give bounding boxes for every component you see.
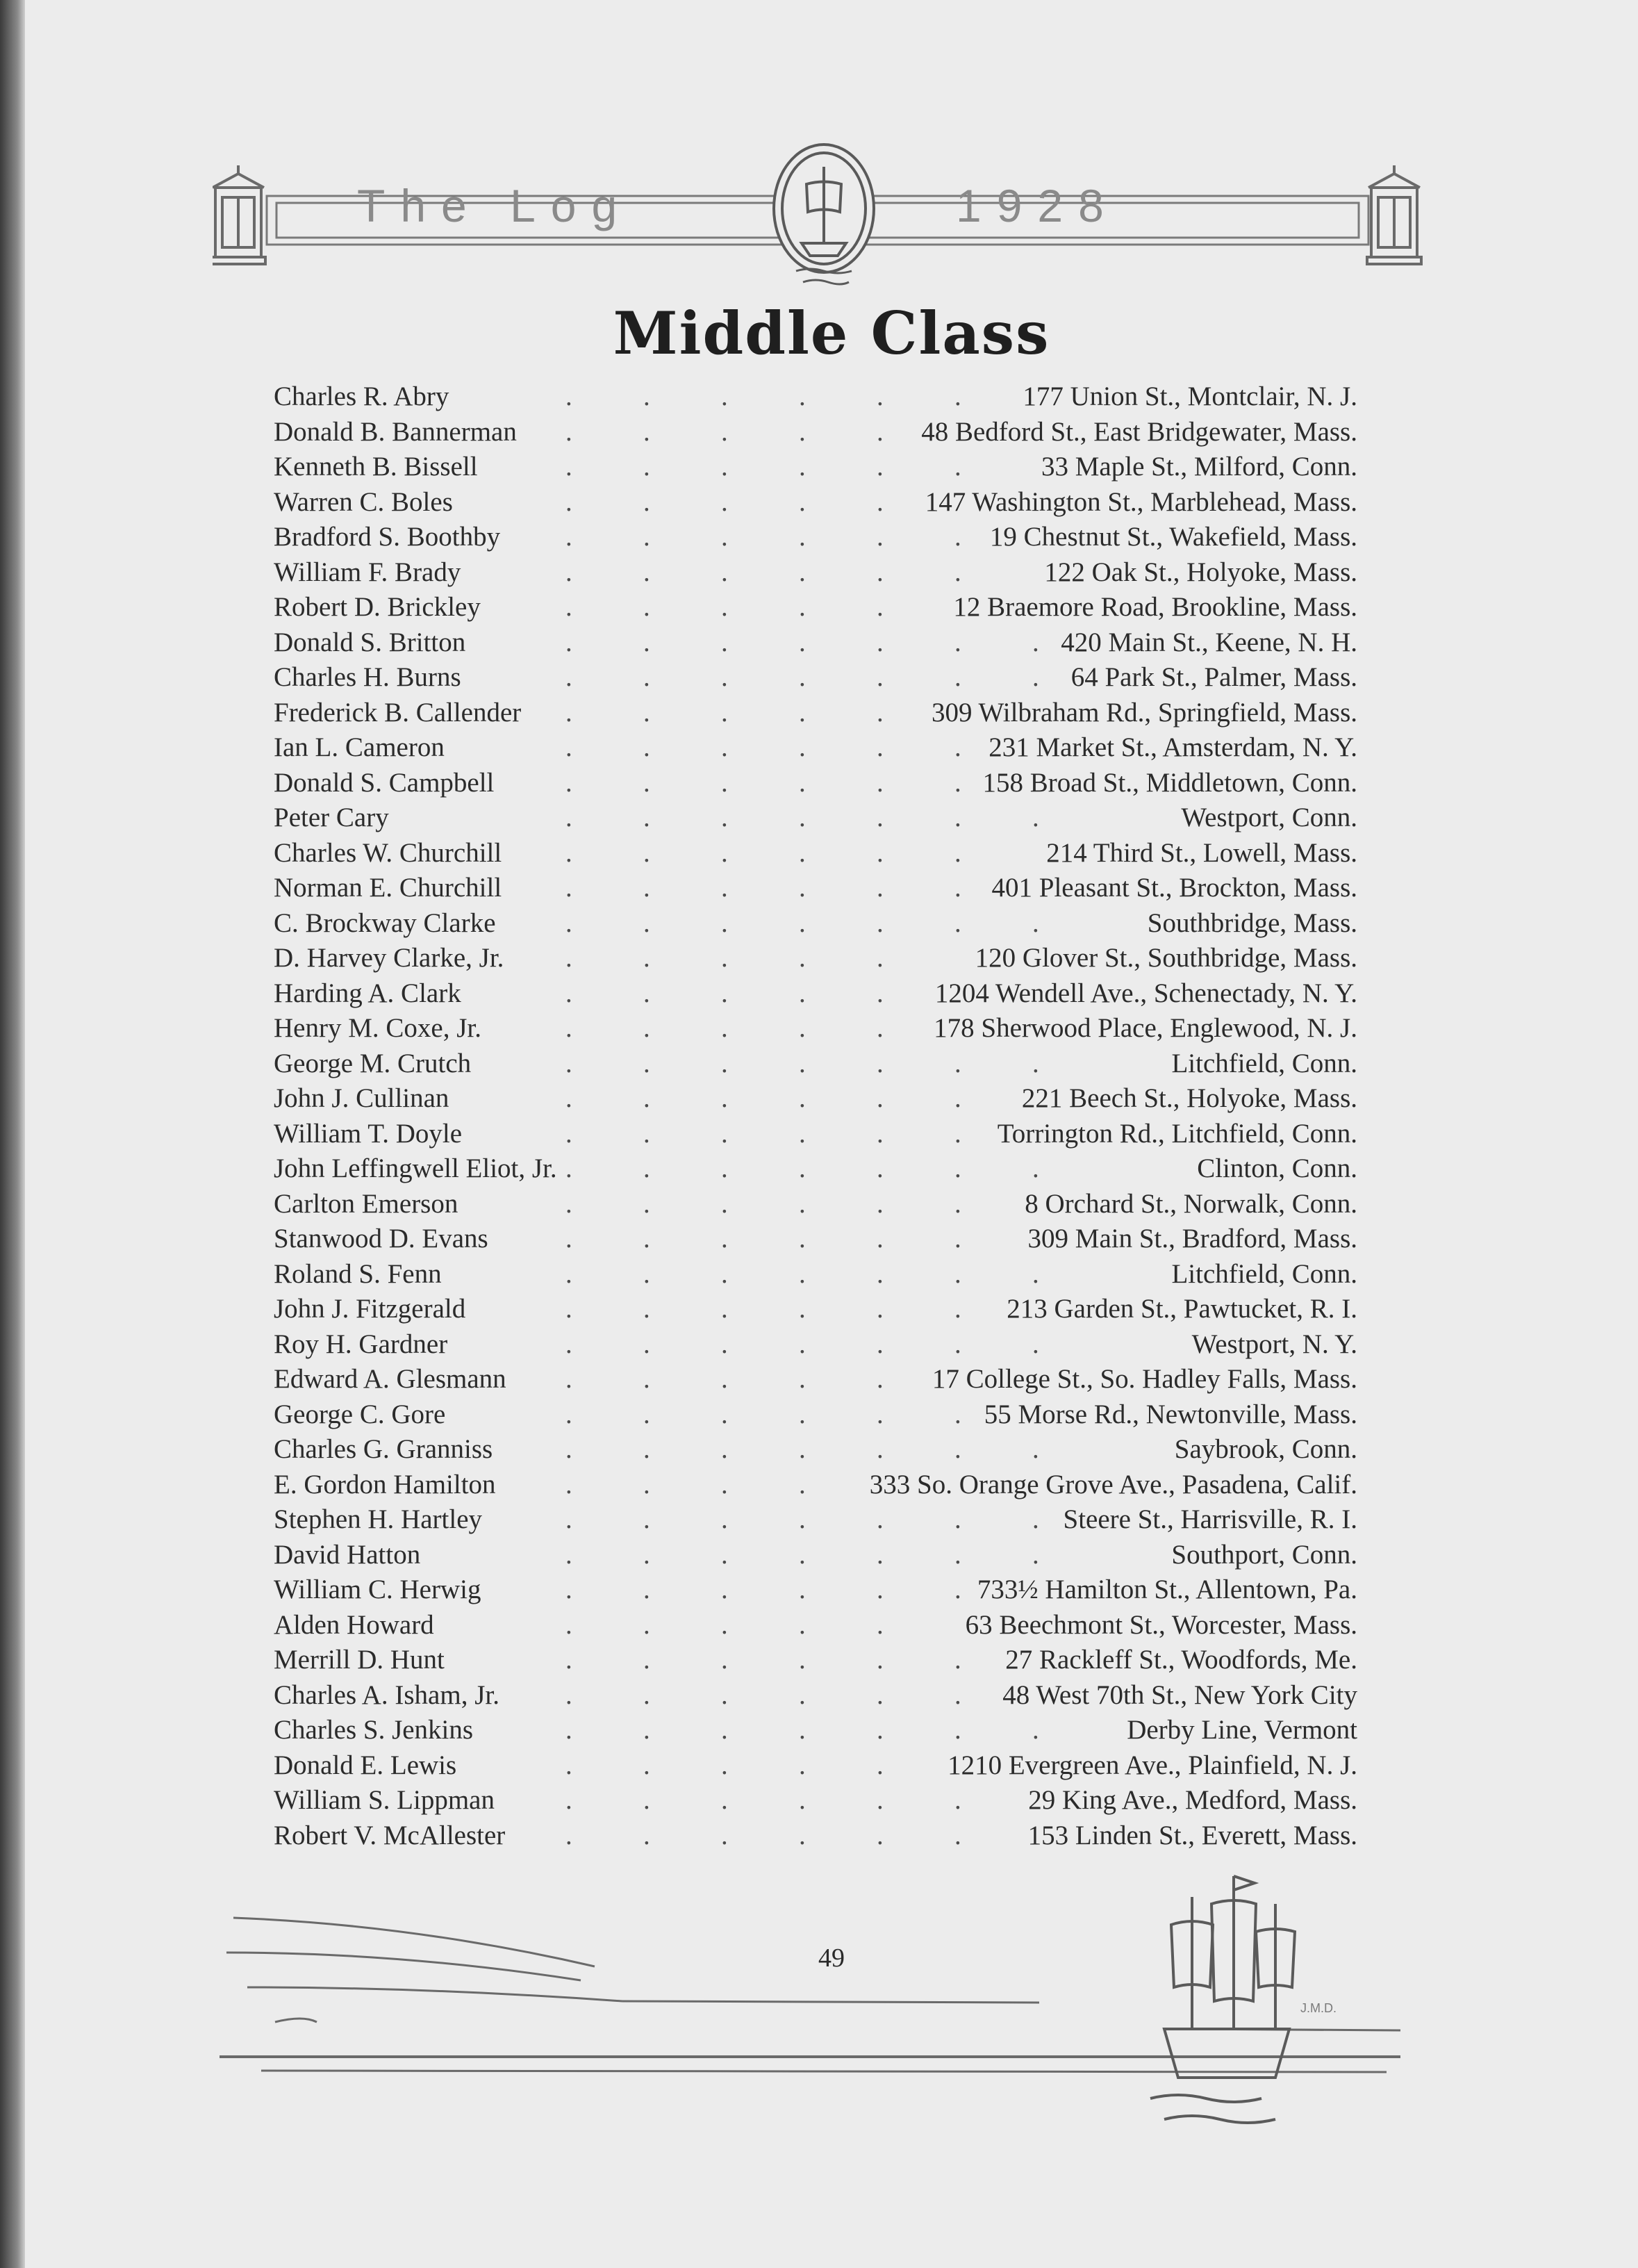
member-address: 153 Linden St., Everett, Mass. — [1027, 1820, 1357, 1850]
member-address: 231 Market St., Amsterdam, N. Y. — [988, 732, 1357, 762]
member-address: Clinton, Conn. — [1197, 1153, 1357, 1183]
member-address: Southport, Conn. — [1171, 1539, 1357, 1570]
member-name: Frederick B. Callender — [274, 697, 522, 728]
leader-dots: . . . . . . — [565, 873, 961, 903]
member-address: Westport, Conn. — [1181, 803, 1357, 832]
member-address: Westport, N. Y. — [1191, 1329, 1357, 1359]
roster-row — [274, 730, 1357, 766]
member-address: 122 Oak St., Holyoke, Mass. — [1044, 557, 1357, 587]
member-address: 8 Orchard St., Norwalk, Conn. — [1025, 1188, 1357, 1219]
roster-row — [274, 1187, 1357, 1222]
leader-dots: . . . . . . — [565, 1399, 961, 1429]
member-address: 309 Main St., Bradford, Mass. — [1027, 1224, 1357, 1254]
roster-row — [274, 941, 1357, 976]
leader-dots: . . . . . — [565, 1750, 884, 1780]
roster-row — [274, 415, 1357, 450]
member-name: Donald S. Campbell — [274, 767, 495, 798]
roster-row — [274, 1783, 1357, 1818]
roster-row — [274, 976, 1357, 1012]
leader-dots: . . . . . — [565, 1013, 884, 1043]
roster-row — [274, 1046, 1357, 1082]
member-name: William F. Brady — [274, 557, 461, 587]
roster-row — [274, 836, 1357, 871]
member-name: Ian L. Cameron — [274, 732, 445, 762]
member-address: 1204 Wendell Ave., Schenectady, N. Y. — [934, 978, 1357, 1008]
member-name: Kenneth B. Bissell — [274, 452, 478, 482]
member-name: Merrill D. Hunt — [274, 1645, 445, 1675]
member-address: 147 Washington St., Marblehead, Mass. — [925, 486, 1357, 517]
member-name: William T. Doyle — [274, 1118, 463, 1149]
roster-row — [274, 766, 1357, 801]
roster-row — [274, 1678, 1357, 1714]
leader-dots: . . . . . . . — [565, 662, 1039, 692]
yearbook-page — [25, 0, 1638, 2268]
member-name: Roland S. Fenn — [274, 1258, 442, 1289]
roster-row — [274, 1222, 1357, 1257]
roster-row — [274, 450, 1357, 485]
member-address: Torrington Rd., Litchfield, Conn. — [997, 1118, 1357, 1149]
leader-dots: . . . . . — [565, 697, 884, 728]
member-name: Stanwood D. Evans — [274, 1224, 488, 1254]
member-name: Edward A. Glesmann — [274, 1364, 506, 1394]
leader-dots: . . . . . . . — [565, 1539, 1039, 1570]
artist-signature: J.M.D. — [1300, 2001, 1337, 2015]
lantern-right-icon — [1367, 165, 1421, 264]
member-address: 158 Broad St., Middletown, Conn. — [982, 767, 1357, 798]
member-name: Charles S. Jenkins — [274, 1715, 474, 1745]
leader-dots: . . . . . — [565, 486, 884, 517]
member-name: Norman E. Churchill — [274, 873, 502, 903]
leader-dots: . . . . . — [565, 978, 884, 1008]
leader-dots: . . . . . . . — [565, 627, 1039, 657]
member-name: Stephen H. Hartley — [274, 1504, 483, 1534]
header-word-left: The Log — [357, 180, 633, 231]
member-name: Charles R. Abry — [274, 381, 449, 411]
roster-row — [274, 485, 1357, 520]
member-name: Charles G. Granniss — [274, 1434, 493, 1464]
leader-dots: . . . . . . . — [565, 1153, 1039, 1183]
leader-dots: . . . . . . . — [565, 1258, 1039, 1289]
member-name: Robert D. Brickley — [274, 592, 481, 622]
member-name: E. Gordon Hamilton — [274, 1469, 496, 1499]
member-name: C. Brockway Clarke — [274, 907, 496, 938]
member-address: 48 West 70th St., New York City — [1002, 1679, 1357, 1710]
leader-dots: . . . . . . — [565, 1645, 961, 1675]
member-roster — [274, 379, 1357, 1853]
roster-row — [274, 1257, 1357, 1292]
roster-row — [274, 1468, 1357, 1503]
roster-row — [274, 1327, 1357, 1363]
member-name: William S. Lippman — [274, 1785, 495, 1815]
member-name: David Hatton — [274, 1539, 421, 1570]
member-address: 120 Glover St., Southbridge, Mass. — [975, 943, 1357, 973]
roster-row — [274, 906, 1357, 942]
leader-dots: . . . . . . — [565, 522, 961, 552]
member-name: Charles W. Churchill — [274, 837, 502, 868]
member-name: George C. Gore — [274, 1399, 446, 1429]
roster-row — [274, 1397, 1357, 1433]
leader-dots: . . . . . . — [565, 1294, 961, 1324]
member-address: 1210 Evergreen Ave., Plainfield, N. J. — [948, 1750, 1357, 1780]
leader-dots: . . . . . . . — [565, 1715, 1039, 1745]
member-name: D. Harvey Clarke, Jr. — [274, 943, 504, 973]
roster-row — [274, 696, 1357, 731]
roster-row — [274, 590, 1357, 625]
roster-row — [274, 1572, 1357, 1608]
roster-row — [274, 379, 1357, 415]
member-address: 63 Beechmont St., Worcester, Mass. — [965, 1609, 1357, 1640]
leader-dots: . . . . . . . — [565, 1048, 1039, 1078]
leader-dots: . . . . . . — [565, 767, 961, 798]
member-address: 177 Union St., Montclair, N. J. — [1023, 381, 1357, 411]
member-name: John J. Fitzgerald — [274, 1294, 466, 1324]
member-address: 221 Beech St., Holyoke, Mass. — [1021, 1083, 1357, 1113]
leader-dots: . . . . — [565, 1469, 806, 1499]
roster-row — [274, 1151, 1357, 1187]
roster-row — [274, 1538, 1357, 1573]
member-address: 420 Main St., Keene, N. H. — [1061, 627, 1357, 657]
roster-row — [274, 1432, 1357, 1468]
leader-dots: . . . . . . . — [565, 1329, 1039, 1359]
roster-row — [274, 1643, 1357, 1678]
member-address: 29 King Ave., Medford, Mass. — [1028, 1785, 1357, 1815]
member-name: John J. Cullinan — [274, 1083, 449, 1113]
member-address: Saybrook, Conn. — [1174, 1434, 1357, 1464]
member-name: Donald E. Lewis — [274, 1750, 457, 1780]
member-address: 178 Sherwood Place, Englewood, N. J. — [934, 1013, 1357, 1043]
leader-dots: . . . . . . . — [565, 907, 1039, 938]
roster-row — [274, 555, 1357, 591]
lantern-left-icon — [213, 165, 265, 264]
leader-dots: . . . . . — [565, 1364, 884, 1394]
leader-dots: . . . . . . — [565, 1224, 961, 1254]
leader-dots: . . . . . . — [565, 837, 961, 868]
member-name: George M. Crutch — [274, 1048, 472, 1078]
member-address: 401 Pleasant St., Brockton, Mass. — [991, 873, 1357, 903]
member-address: 333 So. Orange Grove Ave., Pasadena, Calif. — [869, 1469, 1357, 1499]
roster-row — [274, 1081, 1357, 1117]
member-name: Donald S. Britton — [274, 627, 466, 657]
leader-dots: . . . . . . — [565, 1083, 961, 1113]
leader-dots: . . . . . . — [565, 557, 961, 587]
member-address: 213 Garden St., Pawtucket, R. I. — [1007, 1294, 1357, 1324]
roster-row — [274, 1362, 1357, 1397]
header-year: 1928 — [956, 180, 1119, 231]
leader-dots: . . . . . . — [565, 452, 961, 482]
leader-dots: . . . . . — [565, 592, 884, 622]
leader-dots: . . . . . . — [565, 1188, 961, 1219]
member-address: 27 Rackleff St., Woodfords, Me. — [1005, 1645, 1357, 1675]
member-address: Steere St., Harrisville, R. I. — [1063, 1504, 1357, 1534]
member-address: Southbridge, Mass. — [1147, 907, 1357, 938]
member-address: 48 Bedford St., East Bridgewater, Mass. — [921, 416, 1357, 447]
leader-dots: . . . . . . — [565, 1679, 961, 1710]
book-binding-edge — [0, 0, 25, 2268]
roster-row — [274, 1011, 1357, 1046]
member-address: 214 Third St., Lowell, Mass. — [1046, 837, 1357, 868]
leader-dots: . . . . . . — [565, 381, 961, 411]
leader-dots: . . . . . — [565, 1609, 884, 1640]
leader-dots: . . . . . . . — [565, 803, 1039, 832]
member-name: Donald B. Bannerman — [274, 416, 517, 447]
member-name: Alden Howard — [274, 1609, 434, 1640]
page-number: 49 — [818, 1944, 845, 1973]
leader-dots: . . . . . . . — [565, 1434, 1039, 1464]
member-address: 733½ Hamilton St., Allentown, Pa. — [977, 1575, 1357, 1604]
member-name: Carlton Emerson — [274, 1188, 458, 1219]
roster-row — [274, 660, 1357, 696]
roster-row — [274, 1502, 1357, 1538]
roster-row — [274, 1608, 1357, 1643]
leader-dots: . . . . . . — [565, 1118, 961, 1149]
member-address: 55 Morse Rd., Newtonville, Mass. — [984, 1399, 1357, 1429]
roster-row — [274, 800, 1357, 836]
footer-seascape — [206, 1848, 1456, 2154]
member-name: Peter Cary — [274, 803, 389, 832]
member-address: 64 Park St., Palmer, Mass. — [1070, 662, 1357, 692]
member-address: Litchfield, Conn. — [1171, 1048, 1357, 1078]
leader-dots: . . . . . — [565, 943, 884, 973]
member-name: Charles H. Burns — [274, 662, 461, 692]
page-title: Middle Class — [613, 299, 1050, 368]
member-address: Derby Line, Vermont — [1127, 1715, 1357, 1745]
member-address: 12 Braemore Road, Brookline, Mass. — [953, 592, 1357, 622]
roster-row — [274, 1713, 1357, 1748]
member-name: Robert V. McAllester — [274, 1820, 506, 1850]
roster-row — [274, 871, 1357, 906]
leader-dots: . . . . . . — [565, 1820, 961, 1850]
sailing-ship-icon — [1150, 1876, 1295, 2123]
roster-row — [274, 1748, 1357, 1784]
ship-medallion-icon — [774, 145, 874, 284]
leader-dots: . . . . . . . — [565, 1504, 1039, 1534]
member-address: Litchfield, Conn. — [1171, 1258, 1357, 1289]
member-name: Warren C. Boles — [274, 486, 453, 517]
member-address: 19 Chestnut St., Wakefield, Mass. — [989, 522, 1357, 552]
member-name: William C. Herwig — [274, 1575, 481, 1604]
member-name: Harding A. Clark — [274, 978, 461, 1008]
member-name: Roy H. Gardner — [274, 1329, 448, 1359]
member-name: John Leffingwell Eliot, Jr. — [274, 1153, 557, 1183]
roster-row — [274, 625, 1357, 661]
roster-row — [274, 520, 1357, 555]
member-name: Henry M. Coxe, Jr. — [274, 1013, 481, 1043]
leader-dots: . . . . . . — [565, 1575, 961, 1604]
roster-row — [274, 1117, 1357, 1152]
member-name: Bradford S. Boothby — [274, 522, 501, 552]
roster-row — [274, 1292, 1357, 1327]
leader-dots: . . . . . . — [565, 732, 961, 762]
member-name: Charles A. Isham, Jr. — [274, 1679, 499, 1710]
leader-dots: . . . . . . — [565, 1785, 961, 1815]
member-address: 33 Maple St., Milford, Conn. — [1041, 452, 1357, 482]
leader-dots: . . . . . — [565, 416, 884, 447]
member-address: 17 College St., So. Hadley Falls, Mass. — [932, 1364, 1357, 1394]
member-address: 309 Wilbraham Rd., Springfield, Mass. — [932, 697, 1357, 728]
